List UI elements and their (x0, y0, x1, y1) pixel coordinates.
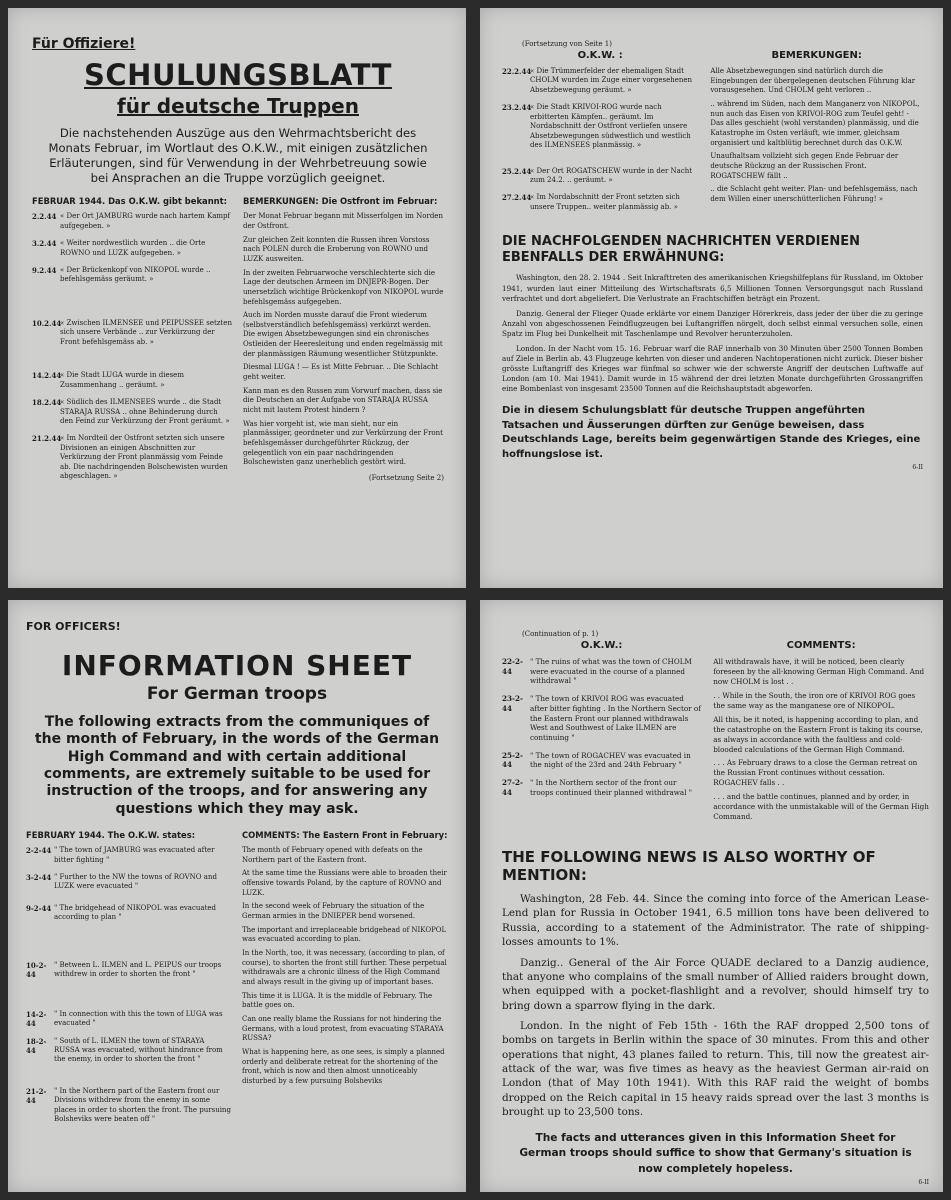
entry-date: 22.2.44 (502, 67, 532, 76)
entry-text: " In the Northern sector of the front our troops continued their planned withdrawal " (530, 778, 693, 797)
entry-text: " Further to the NW the towns of ROVNO and LUZK were evacuated " (54, 873, 217, 891)
okw-entry (502, 657, 701, 686)
comments-column (243, 196, 444, 489)
entry-date: 14-2-44 (26, 1009, 47, 1029)
news-paragraph: London. In the night of Feb 15th - 16th the RAF dropped 2,500 tons of bombs on targets in Berlin within the space of 30 minutes. From this and other operations that night, 43 planes failed to return. This, till now the greatest air-attack of the war, was five times as heavy as the heaviest German air-raid on London (that of May 10th 1941). With this RAF raid the weight of bombs dropped on the Reich capital in 15 heavy raids spread over the last 3 months is brought up to 23,500 tons. (502, 1019, 929, 1119)
entry-date: 27.2.44 (502, 193, 532, 203)
english-front-columns (26, 830, 448, 1132)
german-intro: Die nachstehenden Auszüge aus den Wehrmachtsbericht des Monats Februar, im Wortlaut des O.K.W., mit einigen zusätzlichen Erläuterungen, sind für Verwendung in der Wehrbetreuung sowie bei Ansprachen an die Truppe vorzüglich geeignet. (48, 126, 428, 186)
okw-column-head: O.K.W. : (577, 50, 623, 61)
entry-text: " The town of ROGACHEV was evacuated in the night of the 23rd and 24th February " (530, 750, 691, 770)
german-back-page (480, 8, 943, 588)
okw-entry (502, 694, 701, 743)
okw-entry (26, 1010, 232, 1029)
entry-text: « Im Nordteil der Ostfront setzten sich unsere Divisionen an einigen Abschnitten zur Verkürzung der Front planmässig vom Feinde ab. Die nachdringenden Bolschewisten wurden abgeschlagen. » (60, 434, 228, 481)
english-officers-tag: FOR OFFICERS! (26, 620, 121, 633)
page-code: 6-II (912, 464, 923, 472)
german-officers-tag: Für Offiziere! (32, 36, 136, 52)
news-paragraph: Danzig.. General of the Air Force QUADE declared to a Danzig audience, that anyone who complains of the small number of Allied raiders brought down, when equipped with a pocket-flashlight and a revolver, should himself try to bring down a sparrow flying in the dark. (502, 956, 929, 1012)
entry-text: « Die Stadt LUGA wurde in diesem Zusammenhang .. geräumt. » (60, 371, 184, 389)
comment-paragraph: Der Monat Februar begann mit Misserfolgen im Norden der Ostfront. (243, 212, 443, 230)
continued-note: (Fortsetzung Seite 2) (368, 474, 444, 482)
entry-date: 23-2-44 (502, 694, 523, 713)
comments-column (242, 830, 448, 1132)
okw-entry (502, 103, 698, 150)
okw-entry (26, 846, 232, 865)
comment-paragraph: The important and irreplaceable bridgehead of NIKOPOL was evacuated according to plan. (242, 925, 447, 944)
comment-paragraph: Auch im Norden musste darauf die Front wiederum (selbstverständlich befehlsgemäss) verkürzt werden. Die ewigen Absetzbewegungen sind ein chronisches Ostleiden der Heeresleitung und enden regelmässig mit der planmässigen Räumung wesentlicher Stützpunkte. (243, 311, 443, 358)
entry-date: 27-2-44 (502, 778, 523, 797)
comment-paragraph: In der zweiten Februarwoche verschlechterte sich die Lage der deutschen Armeen im DNJEPR-Bogen. Der unersetzlich wichtige Brückenkopf von NIKOPOL wurde befehlsgemäss aufgegeben. (243, 268, 444, 306)
okw-entry (32, 319, 233, 347)
entry-text: « Der Ort ROGATSCHEW wurde in der Nacht zum 24.2. .. geräumt. » (530, 166, 693, 184)
closing-statement: The facts and utterances given in this Information Sheet for German troops should suffice to show that Germany's situation is now completely hopeless. (519, 1132, 912, 1175)
entry-date: 3-2-44 (26, 873, 52, 883)
news-paragraph: Washington, 28 Feb. 44. Since the coming into force of the American Lease-Lend plan for Russia in October 1941, 6.5 million tons have been delivered to Russia, according to a statement of the Administrator. The rate of shipping-losses amounts to 1%. (502, 893, 929, 949)
entry-text: « Südlich des ILMENSEES wurde .. die Stadt STARAJA RUSSA .. ohne Behinderung durch den Feind zur Verkürzung der Front geräumt. » (60, 398, 230, 425)
english-back-page (480, 600, 943, 1192)
entry-text: " The bridgehead of NIKOPOL was evacuated according to plan " (54, 903, 217, 922)
comments-column-head: BEMERKUNGEN: Die Ostfront im Februar: (243, 196, 438, 207)
entry-date: 9.2.44 (32, 266, 57, 275)
okw-entry (502, 67, 698, 95)
entry-date: 9-2-44 (26, 903, 52, 913)
comment-paragraph: Zur gleichen Zeit konnten die Russen ihren Vorstoss nach POLEN durch die Eroberung von ROWNO und LUZK ausweiten. (243, 235, 430, 263)
comment-paragraph: Can one really blame the Russians for not hindering the Germans, with a loud protest, from evacuating STARAYA RUSSA? (242, 1015, 444, 1043)
comment-paragraph: This time it is LUGA. It is the middle of February. The battle goes on. (242, 991, 433, 1010)
okw-entry (32, 266, 233, 285)
comment-paragraph: In the second week of February the situation of the German armies in the DNIEPER bend worsened. (242, 902, 425, 921)
okw-entry (26, 961, 232, 980)
entry-text: « Zwischen ILMENSEE und PEIPUSSEE setzten sich unsere Verbände .. zur Verkürzung der Front befehlsgemäss ab. » (60, 318, 232, 346)
continued-from-note: (Continuation of p. 1) (522, 630, 599, 638)
comments-column (710, 50, 923, 220)
entry-date: 10.2.44 (32, 318, 62, 328)
entry-text: « Die Stadt KRIVOI-ROG wurde nach erbitterten Kämpfen.. geräumt. Im Nordabschnitt der Ostfront verliefen unsere Absetzbewegungen südwestlich und westlich des ILMENSEES planmässig. » (530, 103, 691, 150)
entry-text: « Die Trümmerfelder der ehemaligen Stadt CHOLM wurden im Zuge einer vorgesehenen Absetzbewegung geräumt. » (530, 67, 693, 94)
german-back-columns (502, 50, 923, 220)
german-subtitle: für deutsche Truppen (117, 94, 359, 118)
entry-date: 18.2.44 (32, 398, 62, 408)
entry-text: " In the Northern part of the Eastern front our Divisions withdrew from the enemy in some places in order to shorten the front. The pursuing Bolsheviks were beaten off " (54, 1086, 231, 1124)
comment-paragraph: The month of February opened with defeats on the Northern part of the Eastern front. (242, 846, 423, 864)
okw-column-head: O.K.W.: (580, 640, 623, 651)
comments-column (713, 640, 929, 826)
comment-paragraph: All withdrawals have, it will be noticed, been clearly foreseen by the all-knowing German High Command. And now CHOLM is lost . . (713, 657, 925, 686)
entry-date: 14.2.44 (32, 371, 62, 381)
closing-statement: Die in diesem Schulungsblatt für deutsche Truppen angeführten Tatsachen und Äusserungen dürften zur Genüge beweisen, dass Deutschlands Lage, bereits beim gegenwärtigen Stande des Krieges, eine hoffnungslose ist. (502, 405, 921, 460)
german-front-columns (32, 196, 444, 489)
news-heading: DIE NACHFOLGENDEN NACHRICHTEN VERDIENEN EBENFALLS DER ERWÄHNUNG: (502, 234, 861, 265)
okw-column-head: FEBRUARY 1944. The O.K.W. states: (26, 830, 196, 841)
english-title: INFORMATION SHEET (61, 649, 413, 682)
okw-entry (502, 193, 698, 212)
okw-entry (502, 751, 701, 770)
entry-date: 18-2-44 (26, 1036, 47, 1055)
okw-entry (32, 434, 233, 481)
entry-date: 22-2-44 (502, 657, 523, 676)
okw-column-head: FEBRUAR 1944. Das O.K.W. gibt bekannt: (32, 196, 227, 207)
comment-paragraph: . . . As February draws to a close the German retreat on the Russian Front continues without cessation. ROGACHEV falls . . (713, 758, 918, 788)
news-heading: THE FOLLOWING NEWS IS ALSO WORTHY OF MENTION: (502, 848, 876, 885)
okw-column (502, 50, 698, 220)
german-front-page (8, 8, 466, 588)
comments-column-head: BEMERKUNGEN: (771, 50, 862, 61)
okw-entry (26, 1037, 232, 1065)
okw-entry (32, 212, 233, 231)
comment-paragraph: . . While in the South, the iron ore of KRIVOI ROG goes the same way as the manganese ore of NIKOPOL. (713, 690, 916, 710)
comment-paragraph: Was hier vorgeht ist, wie man sieht, nur ein planmässiger, geordneter und zur Verkürzung der Front befehlsgemässer durchgeführter Rückzug, der gelegentlich von ein paar nachdringenden Bolschewisten ganz unerheblich gestört wird. (243, 419, 443, 467)
okw-column (32, 196, 233, 489)
entry-text: « Weiter nordwestlich wurden .. die Orte ROWNO und LUZK aufgegeben. » (60, 239, 206, 257)
news-paragraph: London. In der Nacht vom 15. 16. Februar warf die RAF innerhalb von 30 Minuten über 2500 Tonnen Bomben auf Ziele in Berlin ab. 43 Flugzeuge kehrten von dieser und anderen Nachtoperationen nicht zurück. Dieser bisher grösste Luftangriff des Krieges war fünfmal so schwer wie der schwerste Angriff der deutschen Luftwaffe auf London (am 10. Mai 1941). Damit wurde in 15 während der drei letzten Monate durchgeführten Grossangriffen eine Bombenlast von insgesamt 23500 Tonnen auf die Reichshauptstadt abgeworfen. (502, 343, 923, 394)
comment-paragraph: What is happening here, as one sees, is simply a planned orderly and deliberate retreat for the shortening of the front, which is now and then almost unnoticeably disturbed by a few pursuing Bolsheviks (242, 1047, 445, 1085)
entry-date: 3.2.44 (32, 239, 57, 249)
okw-entry (32, 239, 233, 258)
english-intro: The following extracts from the communiques of the month of February, in the words of the German High Command and with certain additional comments, are extremely suitable to be used for instruction of the troops, and for answering any questions which they may ask. (34, 714, 440, 817)
entry-text: " Between L. ILMEN and L. PEIPUS our troops withdrew in order to shorten the front " (54, 960, 222, 979)
comment-paragraph: Unaufhaltsam vollzieht sich gegen Ende Februar der deutsche Rückzug an der Russischen Front. ROGATSCHEW fällt .. (710, 152, 899, 180)
okw-entry (26, 904, 232, 923)
english-front-page (8, 600, 466, 1192)
continued-from-note: (Fortsetzung von Seite 1) (522, 40, 612, 48)
comment-paragraph: . . . and the battle continues, planned and by order, in accordance with the unmistakable will of the German High Command. (713, 792, 929, 822)
okw-column (502, 640, 701, 826)
comment-paragraph: In the North, too, it was necessary, (according to plan, of course), to shorten the front still further. These perpetual withdrawals are a chronic illness of the High Command and always result in the giving up of important bases. (242, 949, 447, 987)
comment-paragraph: .. die Schlacht geht weiter. Plan- und befehlsgemäss, nach dem Willen einer unerschütterlichen Führung! » (710, 185, 918, 203)
entry-date: 2-2-44 (26, 846, 52, 856)
entry-text: « Der Brückenkopf von NIKOPOL wurde .. befehlsgemäss geräumt. » (60, 266, 211, 284)
entry-date: 25.2.44 (502, 166, 532, 176)
entry-date: 10-2-44 (26, 960, 47, 980)
german-title: SCHULUNGSBLATT (84, 58, 392, 92)
comment-paragraph: Kann man es den Russen zum Vorwurf machen, dass sie die Deutschen an der Aufgabe von STARAJA RUSSA nicht mit lautem Protest hindern ? (243, 386, 443, 415)
okw-entry (26, 873, 232, 892)
okw-entry (32, 371, 233, 390)
entry-text: « Im Nordabschnitt der Front setzten sich unsere Truppen.. weiter planmässig ab. » (530, 193, 680, 211)
entry-text: " In connection with this the town of LUGA was evacuated " (54, 1009, 223, 1028)
entry-text: " The town of JAMBURG was evacuated after bitter fighting " (54, 846, 215, 864)
comment-paragraph: All this, be it noted, is happening according to plan, and the catastrophe on the Eastern Front is taking its course, as always in accordance with the faultless and cold-blooded calculations of the German High Command. (713, 714, 923, 754)
english-back-columns (502, 640, 929, 826)
news-paragraph: Washington, den 28. 2. 1944 . Seit Inkrafttreten des amerikanischen Kriegshilfeplans für Russland, im Oktober 1941, wurden laut einer Mitteilung des Wirtschaftsrats 6,5 Millionen Tonnen Versorgungsgut nach Russland verfrachtet und dort abgeliefert. Die Verlustrate an Frachtschiffen beträgt ein Prozent. (502, 273, 923, 303)
comment-paragraph: At the same time the Russians were able to broaden their offensive towards Poland, by the capture of ROVNO and LUZK. (242, 869, 447, 897)
okw-entry (26, 1087, 232, 1125)
comments-column-head: COMMENTS: (786, 640, 856, 651)
english-subtitle: For German troops (146, 684, 328, 704)
comments-column-head: COMMENTS: The Eastern Front in February: (242, 830, 448, 841)
entry-date: 21-2-44 (26, 1086, 47, 1106)
okw-entry (502, 167, 698, 186)
news-paragraph: Danzig. General der Flieger Quade erklärte vor einem Danziger Hörerkreis, dass jeder der über die zu geringe Anzahl von abgeschossenen Feindflugzeugen bei Luftangriffen nörgelt, doch selbst einmal versuchen solle, einen Spatz im Flug bei Dunkelheit mit Taschenlampe und Revolver herunterzuholen. (502, 308, 923, 338)
entry-text: " South of L. ILMEN the town of STARAYA RUSSA was evacuated, without hindrance from the enemy, in order to shorten the front " (54, 1036, 223, 1064)
okw-column (26, 830, 232, 1132)
entry-date: 25-2-44 (502, 750, 523, 770)
entry-text: " The ruins of what was the town of CHOLM were evacuated in the course of a planned withdrawal " (530, 657, 692, 686)
okw-entry (32, 398, 233, 426)
comment-paragraph: Alle Absetzbewegungen sind natürlich durch die Eingebungen der übergelegenen deutschen Führung klar vorausgesehen. Und CHOLM geht verloren .. (710, 67, 916, 95)
entry-date: 2.2.44 (32, 212, 57, 222)
entry-text: « Der Ort JAMBURG wurde nach hartem Kampf aufgegeben. » (60, 212, 231, 230)
entry-date: 21.2.44 (32, 434, 62, 444)
comment-paragraph: Diesmal LUGA ! — Es ist Mitte Februar. .. Die Schlacht geht weiter. (243, 363, 439, 382)
entry-date: 23.2.44 (502, 103, 532, 113)
comment-paragraph: .. während im Süden, nach dem Manganerz von NIKOPOL, nun auch das Eisen von KRIVOI-ROG zum Teufel geht! - Das alles geschieht (wohl verstanden) planmässig, und die Katastrophe im Osten verläuft, wie immer, gleichsam organisiert und kaltblütig berechnet durch das O.K.W. (710, 99, 920, 147)
okw-entry (502, 778, 701, 797)
entry-text: " The town of KRIVOI ROG was evacuated after bitter fighting . In the Northern Sector of the Eastern Front our planned withdrawals West and Southwest of Lake ILMEN are continuing " (530, 694, 701, 743)
page-code: 6-II (918, 1178, 929, 1186)
